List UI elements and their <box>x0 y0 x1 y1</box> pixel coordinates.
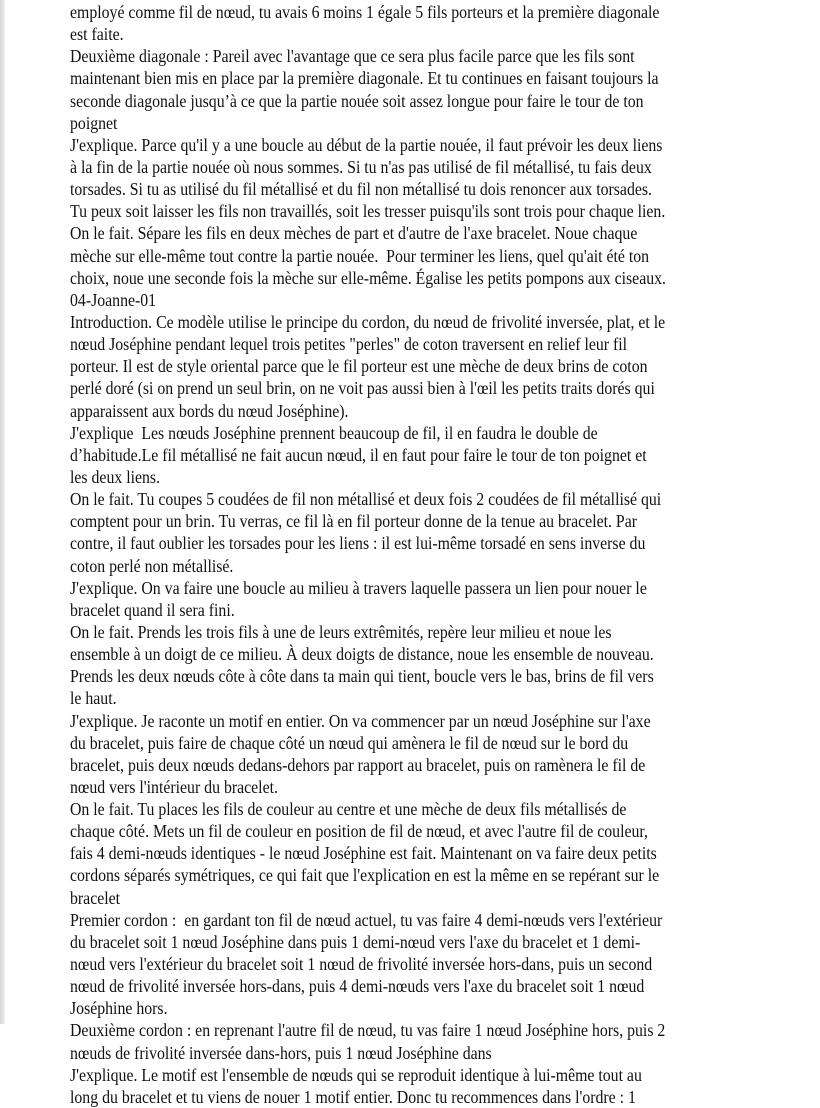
text-line: nœud vers l'intérieur du bracelet. <box>70 776 278 797</box>
paragraph <box>70 422 810 488</box>
text-line: J'explique. Parce qu'il y a une boucle au début de la partie nouée, il faut prévoir les deux liens <box>70 134 663 155</box>
text-line: le haut. <box>70 688 117 709</box>
text-line: J'explique. On va faire une boucle au milieu à travers laquelle passera un lien pour nouer le <box>70 577 647 598</box>
text-line: seconde diagonale jusqu’à ce que la partie nouée soit assez longue pour faire le tour de ton <box>70 90 644 111</box>
text-line: nœuds de frivolité inversée dans-hors, puis 1 nœud Joséphine dans <box>70 1042 492 1063</box>
text-line: On le fait. Prends les trois fils à une de leurs extrêmités, repère leur milieu et noue les <box>70 621 612 642</box>
paragraph <box>70 289 810 311</box>
text-line: J'explique. Je raconte un motif en entier. On va commencer par un nœud Joséphine sur l'axe <box>70 710 651 731</box>
paragraph <box>70 577 810 621</box>
text-line: On le fait. Tu coupes 5 coudées de fil non métallisé et deux fois 2 coudées de fil métallisé qui <box>70 489 662 510</box>
text-line: Tu peux soit laisser les fils non travaillés, soit les tresser puisqu'ils sont trois pour chaque lien. <box>70 201 666 222</box>
paragraph <box>70 488 810 577</box>
text-line: nœud de frivolité inversée hors-dans, puis 4 demi-nœuds vers l'axe du bracelet soit 1 nœud <box>70 976 645 997</box>
text-line: apparaissent aux bords du nœud Joséphine). <box>70 400 349 421</box>
paragraph <box>70 909 810 1020</box>
text-line: mèche sur elle-même tout contre la partie nouée. Pour terminer les liens, quel qu'ait été ton <box>70 245 650 266</box>
document-page <box>70 1 810 1108</box>
text-line: bracelet quand il sera fini. <box>70 599 235 620</box>
text-line: à la fin de la partie nouée où nous sommes. Si tu n'as pas utilisé de fil métallisé, tu fais deux <box>70 156 652 177</box>
paragraph <box>70 222 810 288</box>
text-line: bracelet <box>70 887 121 908</box>
text-line: Introduction. Ce modèle utilise le principe du cordon, du nœud de frivolité inversée, plat, et le <box>70 311 666 332</box>
paragraph <box>70 45 810 134</box>
text-line: Deuxième cordon : en reprenant l'autre fil de nœud, tu vas faire 1 nœud Joséphine hors, puis 2 <box>70 1020 666 1041</box>
text-line: torsades. Si tu as utilisé du fil métallisé et du fil non métallisé tu dois renoncer aux torsades. <box>70 179 653 200</box>
text-line: poignet <box>70 112 118 133</box>
paragraph <box>70 1 810 45</box>
text-line: est faite. <box>70 24 124 45</box>
text-line: coton perlé non métallisé. <box>70 555 234 576</box>
text-line: du bracelet soit 1 nœud Joséphine dans puis 1 demi-nœud vers l'axe du bracelet et 1 demi- <box>70 931 641 952</box>
text-line: d’habitude.Le fil métallisé ne fait aucun nœud, il en faut pour faire le tour de ton poignet et <box>70 444 647 465</box>
text-line: fais 4 demi-nœuds identiques - le nœud Joséphine est fait. Maintenant on va faire deux petits <box>70 843 657 864</box>
text-line: bracelet, puis deux nœuds dedans-dehors par rapport au bracelet, puis on ramènera le fil de <box>70 754 646 775</box>
text-line: chaque côté. Mets un fil de couleur en position de fil de nœud, et avec l'autre fil de couleur, <box>70 821 648 842</box>
paragraph <box>70 1064 810 1108</box>
paragraph <box>70 134 810 223</box>
paragraph <box>70 798 810 909</box>
text-line: On le fait. Sépare les fils en deux mèches de part et d'autre de l'axe bracelet. Noue chaque <box>70 223 638 244</box>
text-line: comptent pour un brin. Tu verras, ce fil là en fil porteur donne de la tenue au bracelet. Par <box>70 511 637 532</box>
text-line: On le fait. Tu places les fils de couleur au centre et une mèche de deux fils métallisés de <box>70 799 627 820</box>
text-line: J'explique Les nœuds Joséphine prennent beaucoup de fil, il en faudra le double de <box>70 422 598 443</box>
paragraph <box>70 710 810 799</box>
text-line: J'explique. Le motif est l'ensemble de nœuds qui se reproduit identique à lui-même tout au <box>70 1064 642 1085</box>
paragraph <box>70 1019 810 1063</box>
text-line: nœud Joséphine pendant lequel trois petites "perles" de coton traversent en relief leur fil <box>70 334 628 355</box>
text-line: porteur. Il est de style oriental parce que le fil porteur est une mèche de deux brins de coton <box>70 356 648 377</box>
text-line: les deux liens. <box>70 466 161 487</box>
text-line: du bracelet, puis faire de chaque côté un nœud qui amènera le fil de nœud sur le bord du <box>70 732 629 753</box>
text-line: Prends les deux nœuds côte à côte dans ta main qui tient, boucle vers le bas, brins de fil vers <box>70 666 654 687</box>
text-line: long du bracelet et tu viens de nouer 1 motif entier. Donc tu recommences dans l'ordre : 1 <box>70 1086 636 1107</box>
text-line: cordons séparés symétriques, ce qui fait que l'explication en est la même en se repérant sur le <box>70 865 660 886</box>
page-left-edge <box>0 0 5 1024</box>
text-line: ensemble à un doigt de ce milieu. À deux doigts de distance, noue les ensemble de nouveau. <box>70 644 654 665</box>
text-line: Deuxième diagonale : Pareil avec l'avantage que ce sera plus facile parce que les fils sont <box>70 46 635 67</box>
text-line: maintenant bien mis en place par la première diagonale. Et tu continues en faisant toujours la <box>70 68 659 89</box>
text-line: choix, noue une seconde fois la mèche sur elle-même. Égalise les petits pompons aux ciseaux. <box>70 267 667 288</box>
text-line: Joséphine hors. <box>70 998 168 1019</box>
text-line: 04-Joanne-01 <box>70 289 157 310</box>
text-line: nœud vers l'extérieur du bracelet soit 1 nœud de frivolité inversée hors-dans, puis un second <box>70 954 653 975</box>
text-line: employé comme fil de nœud, tu avais 6 moins 1 égale 5 fils porteurs et la première diagonale <box>70 2 660 22</box>
paragraph <box>70 311 810 422</box>
text-line: contre, il faut oublier les torsades pour les liens : il est lui-même torsadé en sens inverse du <box>70 533 646 554</box>
text-line: Premier cordon : en gardant ton fil de nœud actuel, tu vas faire 4 demi-nœuds vers l'extérieur <box>70 909 663 930</box>
text-line: perlé doré (si on prend un seul brin, on ne voit pas aussi bien à l'œil les petits traits dorés qui <box>70 378 655 399</box>
paragraph <box>70 621 810 710</box>
